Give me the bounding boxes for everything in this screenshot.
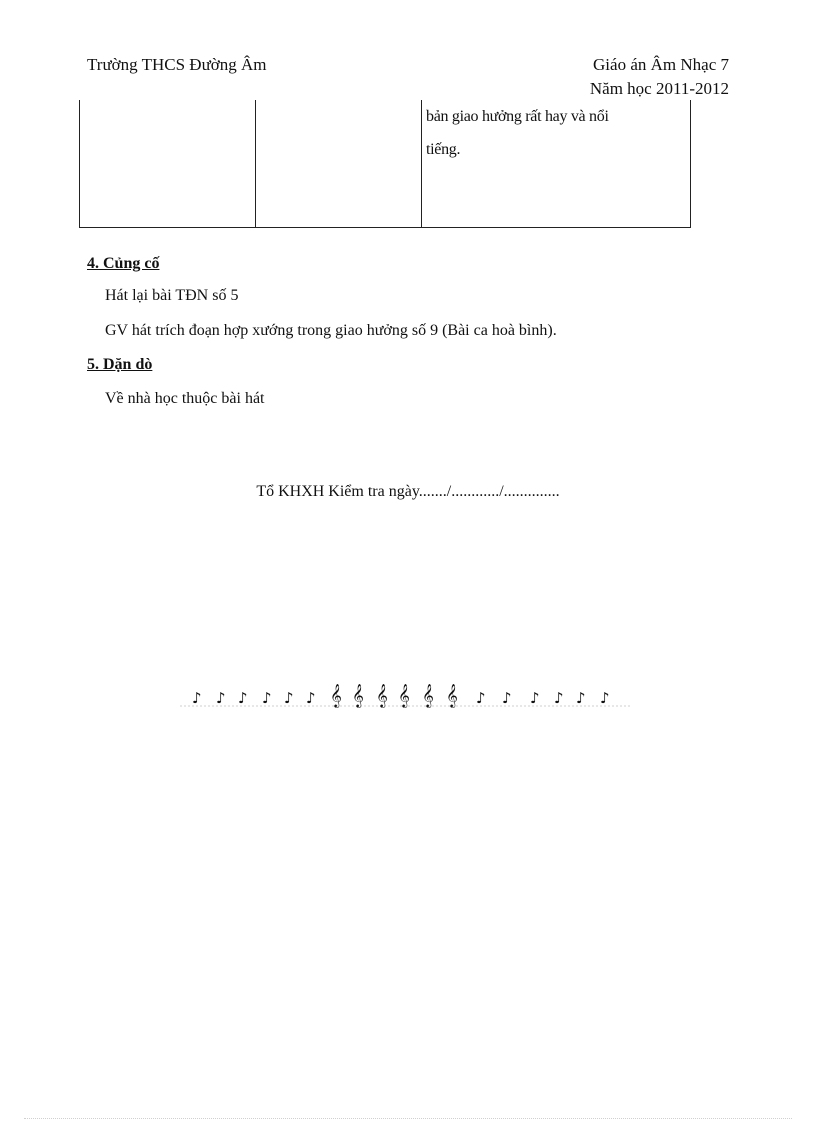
music-note-icon: ♪ bbox=[216, 689, 226, 707]
consolidation-line: Hát lại bài TĐN số 5 bbox=[105, 287, 239, 304]
treble-clef-icon: 𝄞 bbox=[422, 683, 434, 707]
subject-title: Giáo án Âm Nhạc 7 bbox=[593, 55, 729, 74]
music-note-icon: ♪ bbox=[476, 689, 486, 707]
treble-clef-icon: 𝄞 bbox=[398, 683, 410, 707]
page-bottom-rule bbox=[24, 1118, 792, 1119]
music-note-icon: ♪ bbox=[238, 689, 248, 707]
music-note-icon: ♪ bbox=[192, 689, 202, 707]
review-date-line: Tổ KHXH Kiểm tra ngày......./............/.............. bbox=[256, 483, 560, 500]
table-column-divider bbox=[255, 100, 256, 227]
music-notes-divider-icon bbox=[180, 680, 630, 710]
homework-line: Về nhà học thuộc bài hát bbox=[105, 390, 265, 407]
consolidation-line: GV hát trích đoạn hợp xướng trong giao hưởng số 9 (Bài ca hoà bình). bbox=[105, 322, 557, 339]
music-note-icon: ♪ bbox=[284, 689, 294, 707]
music-note-icon: ♪ bbox=[502, 689, 512, 707]
table-column-divider bbox=[421, 100, 422, 227]
treble-clef-icon: 𝄞 bbox=[446, 683, 458, 707]
school-name: Trường THCS Đường Âm bbox=[87, 55, 267, 74]
music-note-icon: ♪ bbox=[576, 689, 586, 707]
section-title-consolidation: 4. Củng cố bbox=[87, 255, 160, 272]
music-note-icon: ♪ bbox=[554, 689, 564, 707]
table-cell-line: tiếng. bbox=[426, 141, 461, 158]
treble-clef-icon: 𝄞 bbox=[330, 683, 342, 707]
treble-clef-icon: 𝄞 bbox=[352, 683, 364, 707]
section-title-homework: 5. Dặn dò bbox=[87, 356, 153, 373]
music-note-icon: ♪ bbox=[600, 689, 610, 707]
school-year: Năm học 2011-2012 bbox=[589, 79, 729, 98]
lesson-table bbox=[79, 100, 691, 228]
music-note-icon: ♪ bbox=[530, 689, 540, 707]
music-note-icon: ♪ bbox=[262, 689, 272, 707]
table-cell-line: bản giao hưởng rất hay và nổi bbox=[426, 108, 609, 125]
treble-clef-icon: 𝄞 bbox=[376, 683, 388, 707]
table-cell-text bbox=[426, 100, 681, 166]
music-note-icon: ♪ bbox=[306, 689, 316, 707]
